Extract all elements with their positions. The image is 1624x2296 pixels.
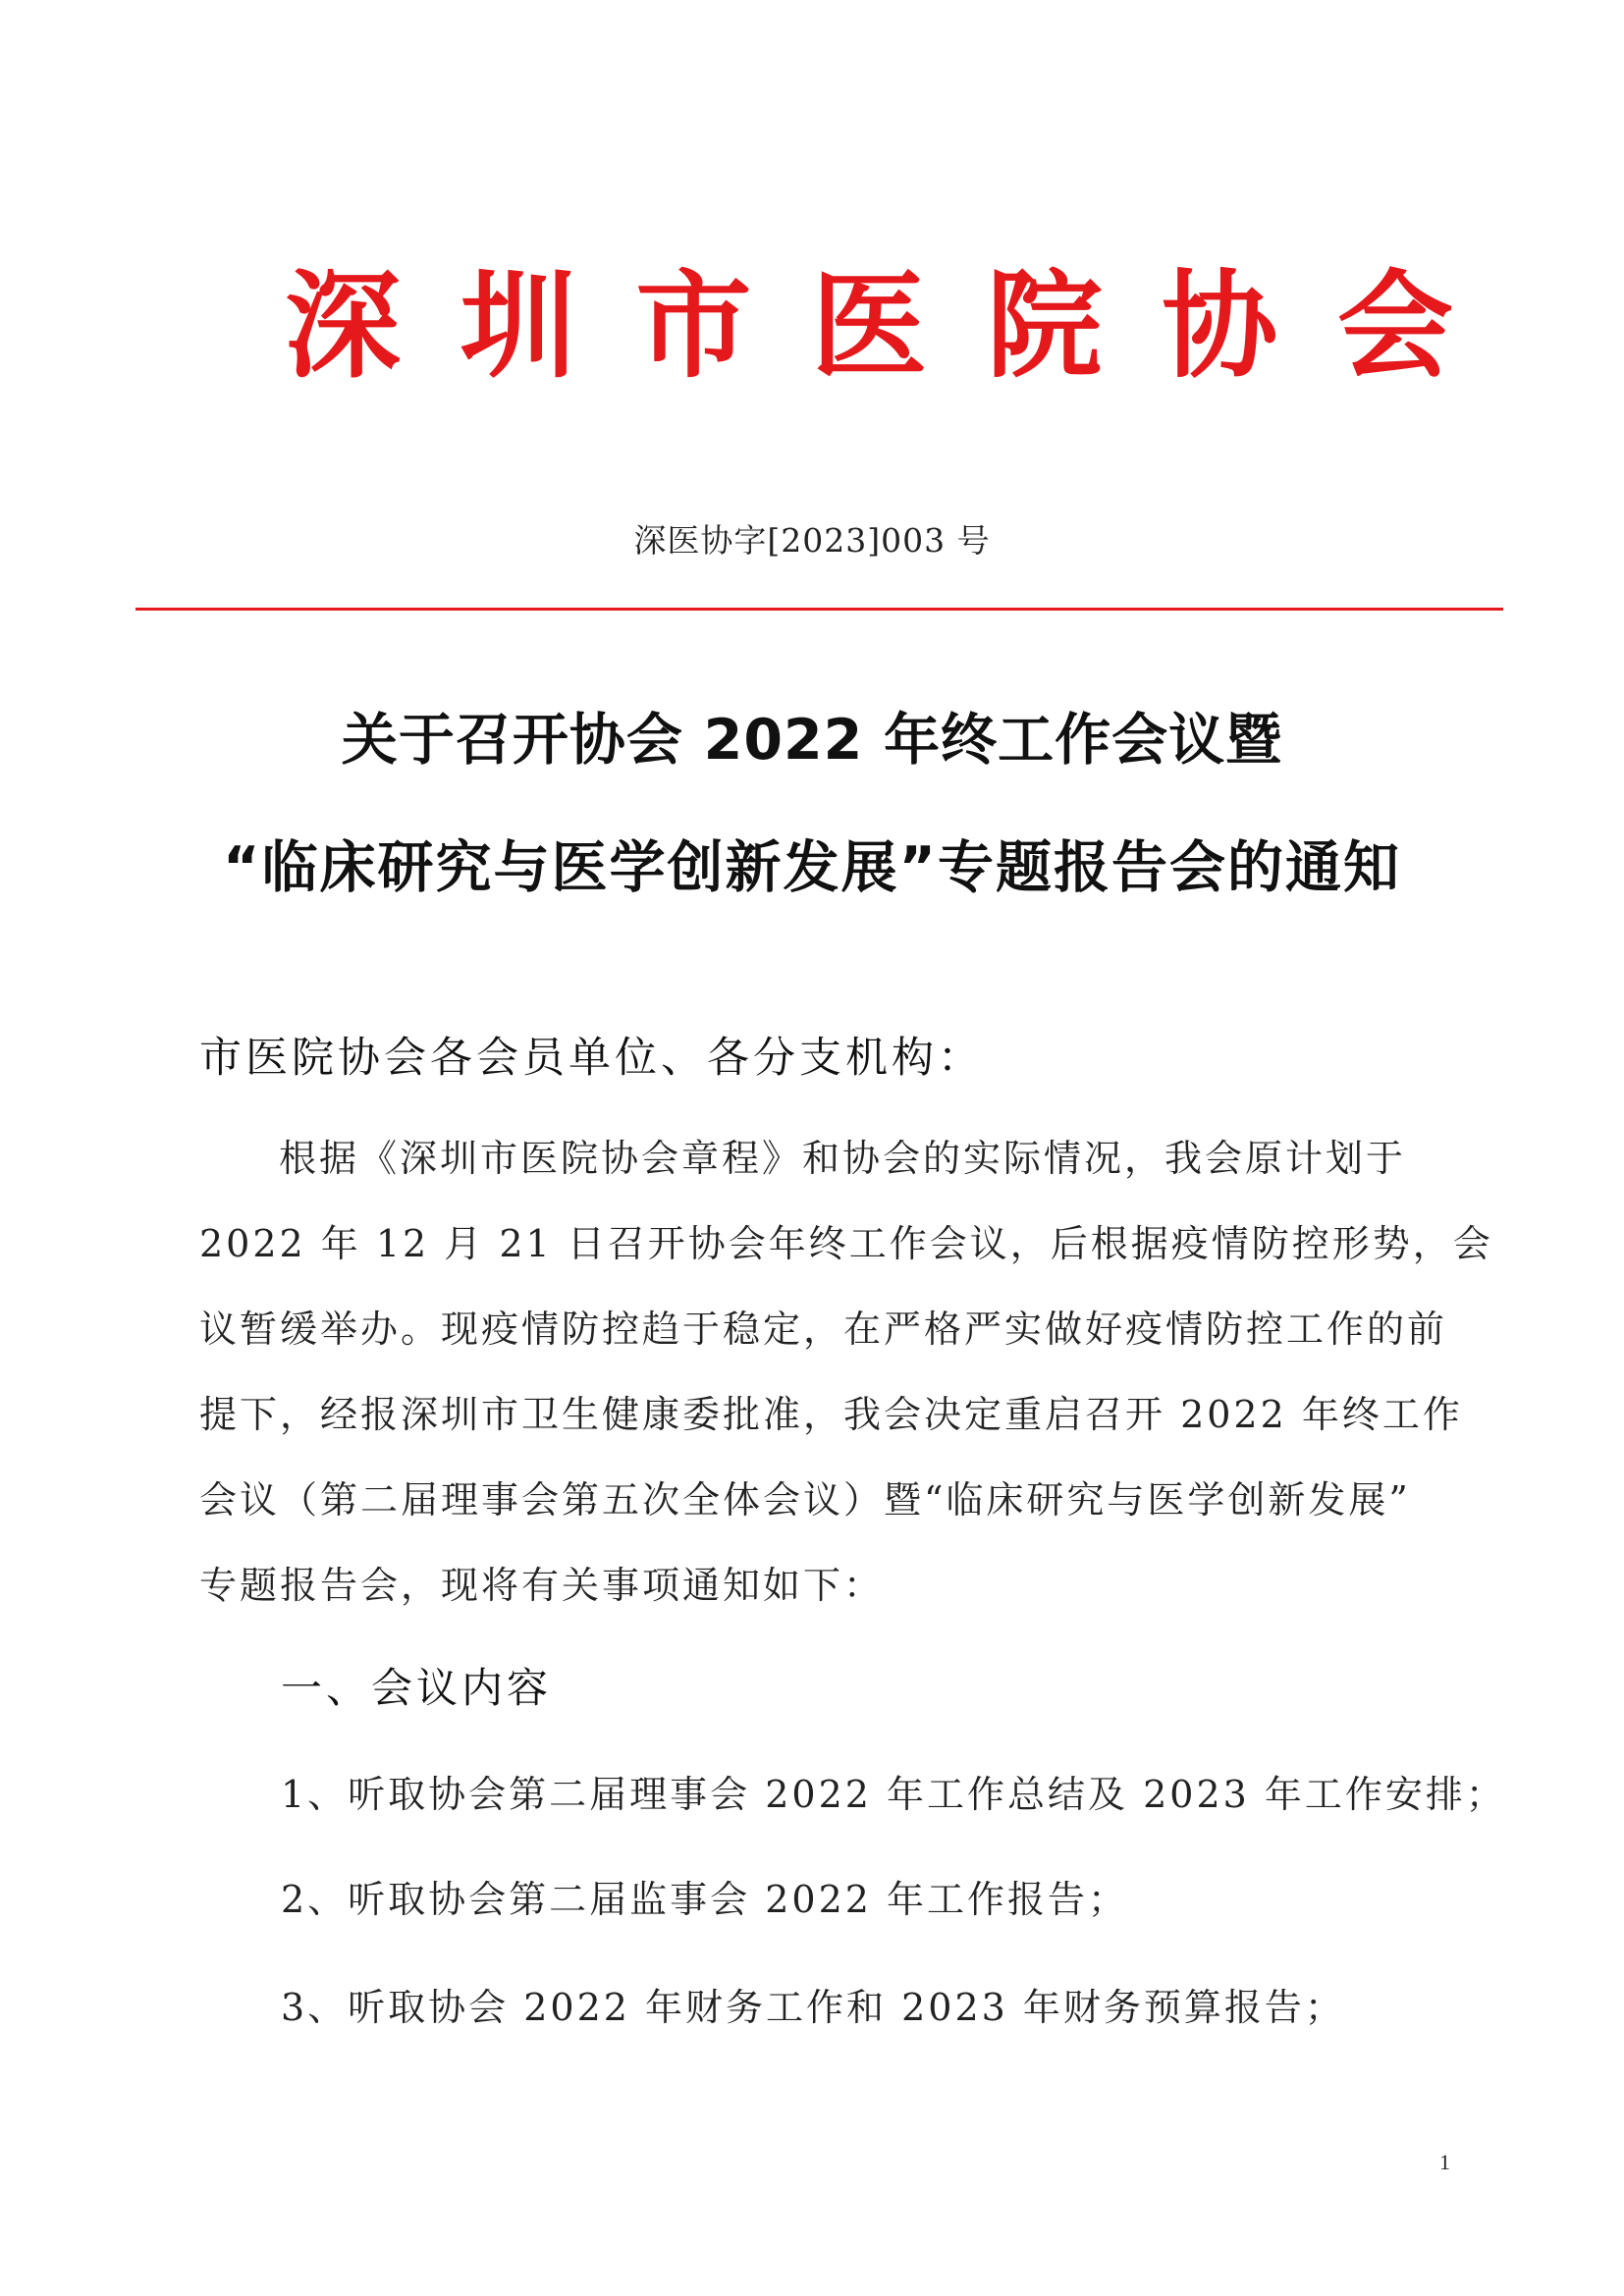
section-heading: 一、会议内容 <box>281 1664 553 1712</box>
notice-title-line-1: 关于召开协会 2022 年终工作会议暨 <box>341 708 1283 773</box>
body-paragraph <box>199 1129 1493 1641</box>
org-char: 院 <box>986 258 1103 394</box>
org-char: 圳 <box>460 258 576 394</box>
organization-header <box>285 257 1453 395</box>
body-line: 2022 年 12 月 21 日召开协会年终工作会议，后根据疫情防控形势，会 <box>199 1222 1493 1265</box>
page-number: 1 <box>1439 2150 1450 2174</box>
org-char: 市 <box>635 258 752 394</box>
notice-title-line-2: “临床研究与医学创新发展”专题报告会的通知 <box>223 835 1401 900</box>
body-line: 议暂缓举办。现疫情防控趋于稳定，在严格严实做好疫情防控工作的前 <box>199 1308 1448 1351</box>
org-char: 深 <box>285 258 402 394</box>
header-divider <box>135 608 1503 611</box>
body-line: 提下，经报深圳市卫生健康委批准，我会决定重启召开 2022 年终工作 <box>199 1393 1463 1436</box>
list-item: 1、听取协会第二届理事会 2022 年工作总结及 2023 年工作安排； <box>281 1773 1506 1816</box>
body-line: 会议（第二届理事会第五次全体会议）暨“临床研究与医学创新发展” <box>199 1478 1411 1522</box>
org-char: 会 <box>1336 258 1453 394</box>
org-char: 协 <box>1162 258 1278 394</box>
body-line: 专题报告会，现将有关事项通知如下： <box>199 1564 885 1607</box>
org-char: 医 <box>810 258 927 394</box>
list-item: 3、听取协会 2022 年财务工作和 2023 年财务预算报告； <box>281 1986 1345 2029</box>
salutation: 市医院协会各会员单位、各分支机构： <box>199 1034 984 1083</box>
body-line: 根据《深圳市医院协会章程》和协会的实际情况，我会原计划于 <box>279 1137 1407 1180</box>
list-item: 2、听取协会第二届监事会 2022 年工作报告； <box>281 1878 1129 1921</box>
document-number: 深医协字[2023]003 号 <box>633 521 991 560</box>
